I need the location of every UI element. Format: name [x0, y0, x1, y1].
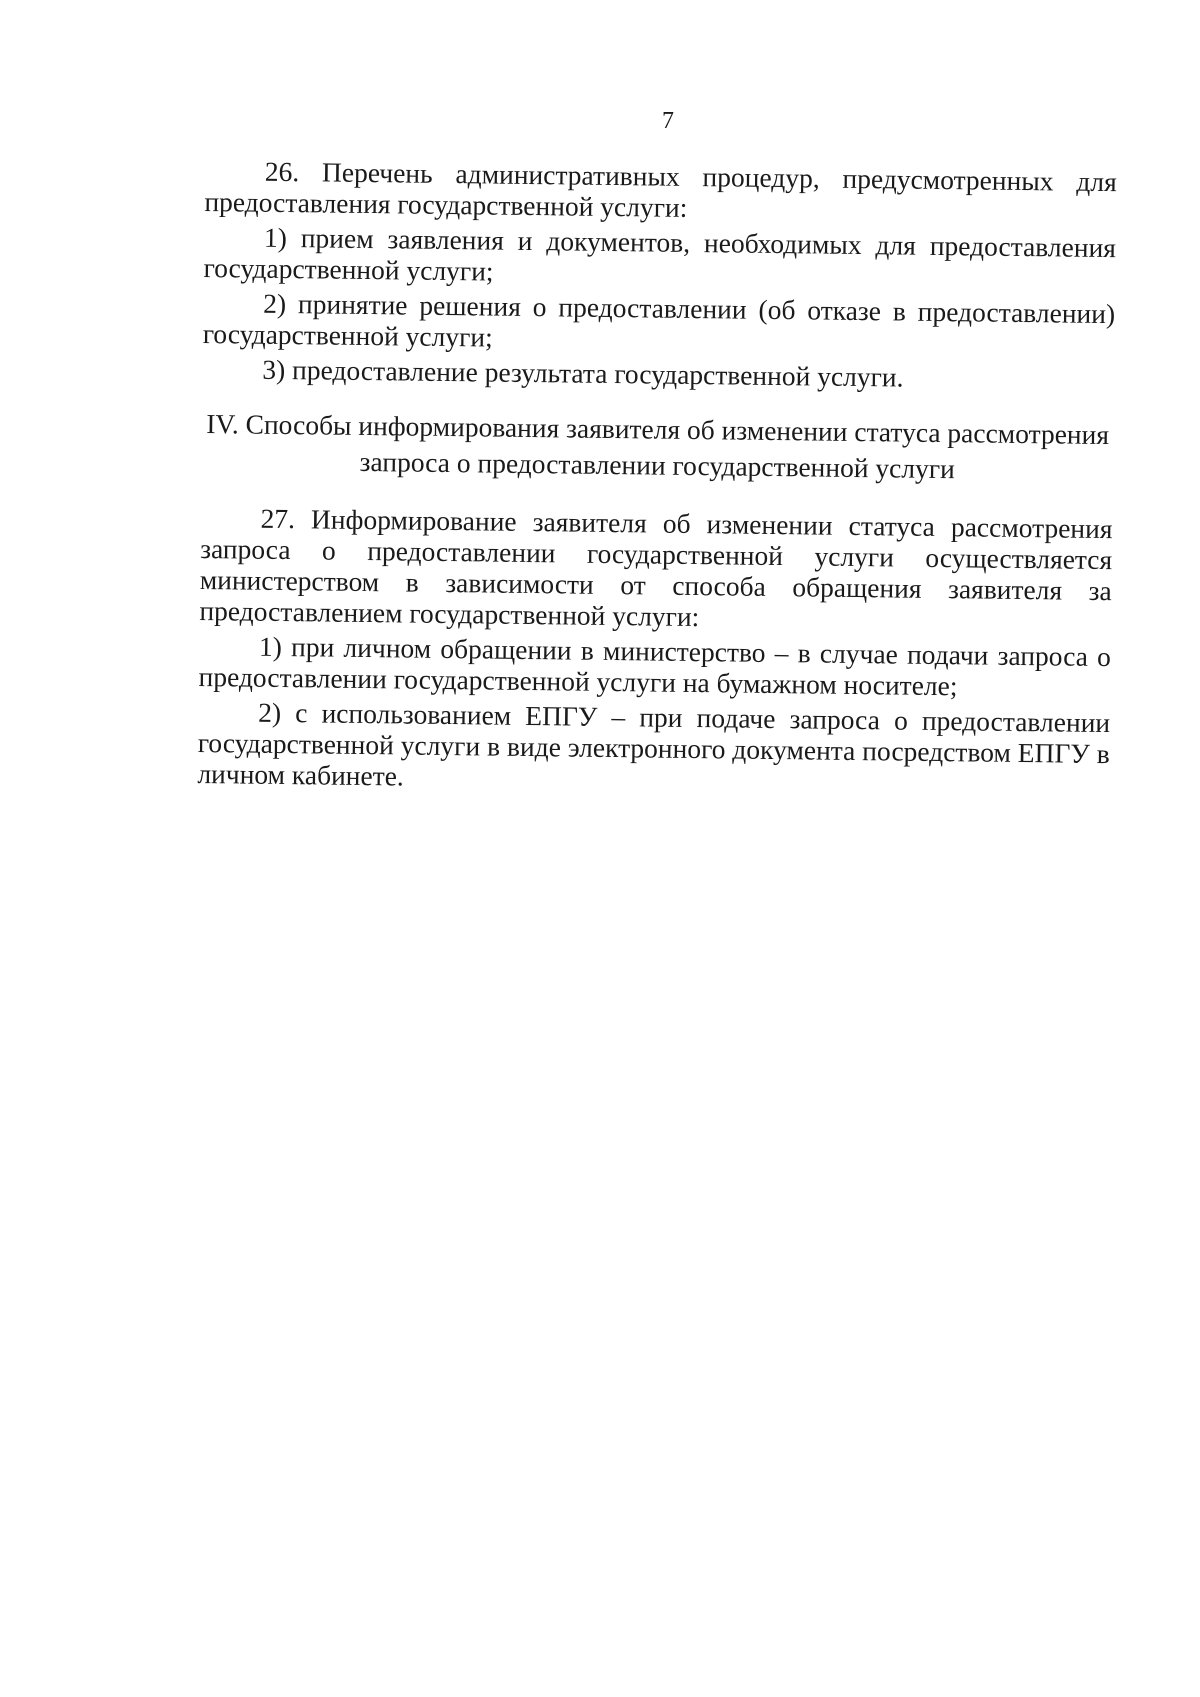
list-item-26-1: 1) прием заявления и документов, необходимых для предоставления государственной услуги;: [203, 221, 1117, 287]
section-heading-line: IV. Способы информирования заявителя об изменении статуса рассмотрения: [206, 408, 1110, 451]
document-body: [197, 155, 1117, 804]
section-heading-iv: [201, 406, 1114, 489]
list-item-26-2: 2) принятие решения о предоставлении (об отказе в предоставлении) государственной услуги;: [202, 287, 1116, 353]
paragraph-27: 27. Информирование заявителя об изменении статуса рассмотрения запроса о предоставлении государственной услуги осуществляется министерством в зависимости от способа обращения заявителя за предоставлением государственной услуги:: [199, 502, 1113, 633]
list-item-27-1: 1) при личном обращении в министерство – в случае подачи запроса о предоставлении государственной услуги на бумажном носителе;: [198, 630, 1112, 702]
page-number: 7: [662, 108, 674, 134]
list-item-26-3: 3) предоставление результата государственной услуги.: [262, 353, 904, 393]
list-item-27-2: 2) с использованием ЕПГУ – при подаче запроса о предоставлении государственной услуги в виде электронного документа посредством ЕПГУ в личном кабинете.: [197, 696, 1111, 792]
paragraph-26: 26. Перечень административных процедур, предусмотренных для предоставления государственной услуги:: [204, 155, 1117, 223]
section-heading-line: запроса о предоставлении государственной услуги: [359, 445, 956, 485]
